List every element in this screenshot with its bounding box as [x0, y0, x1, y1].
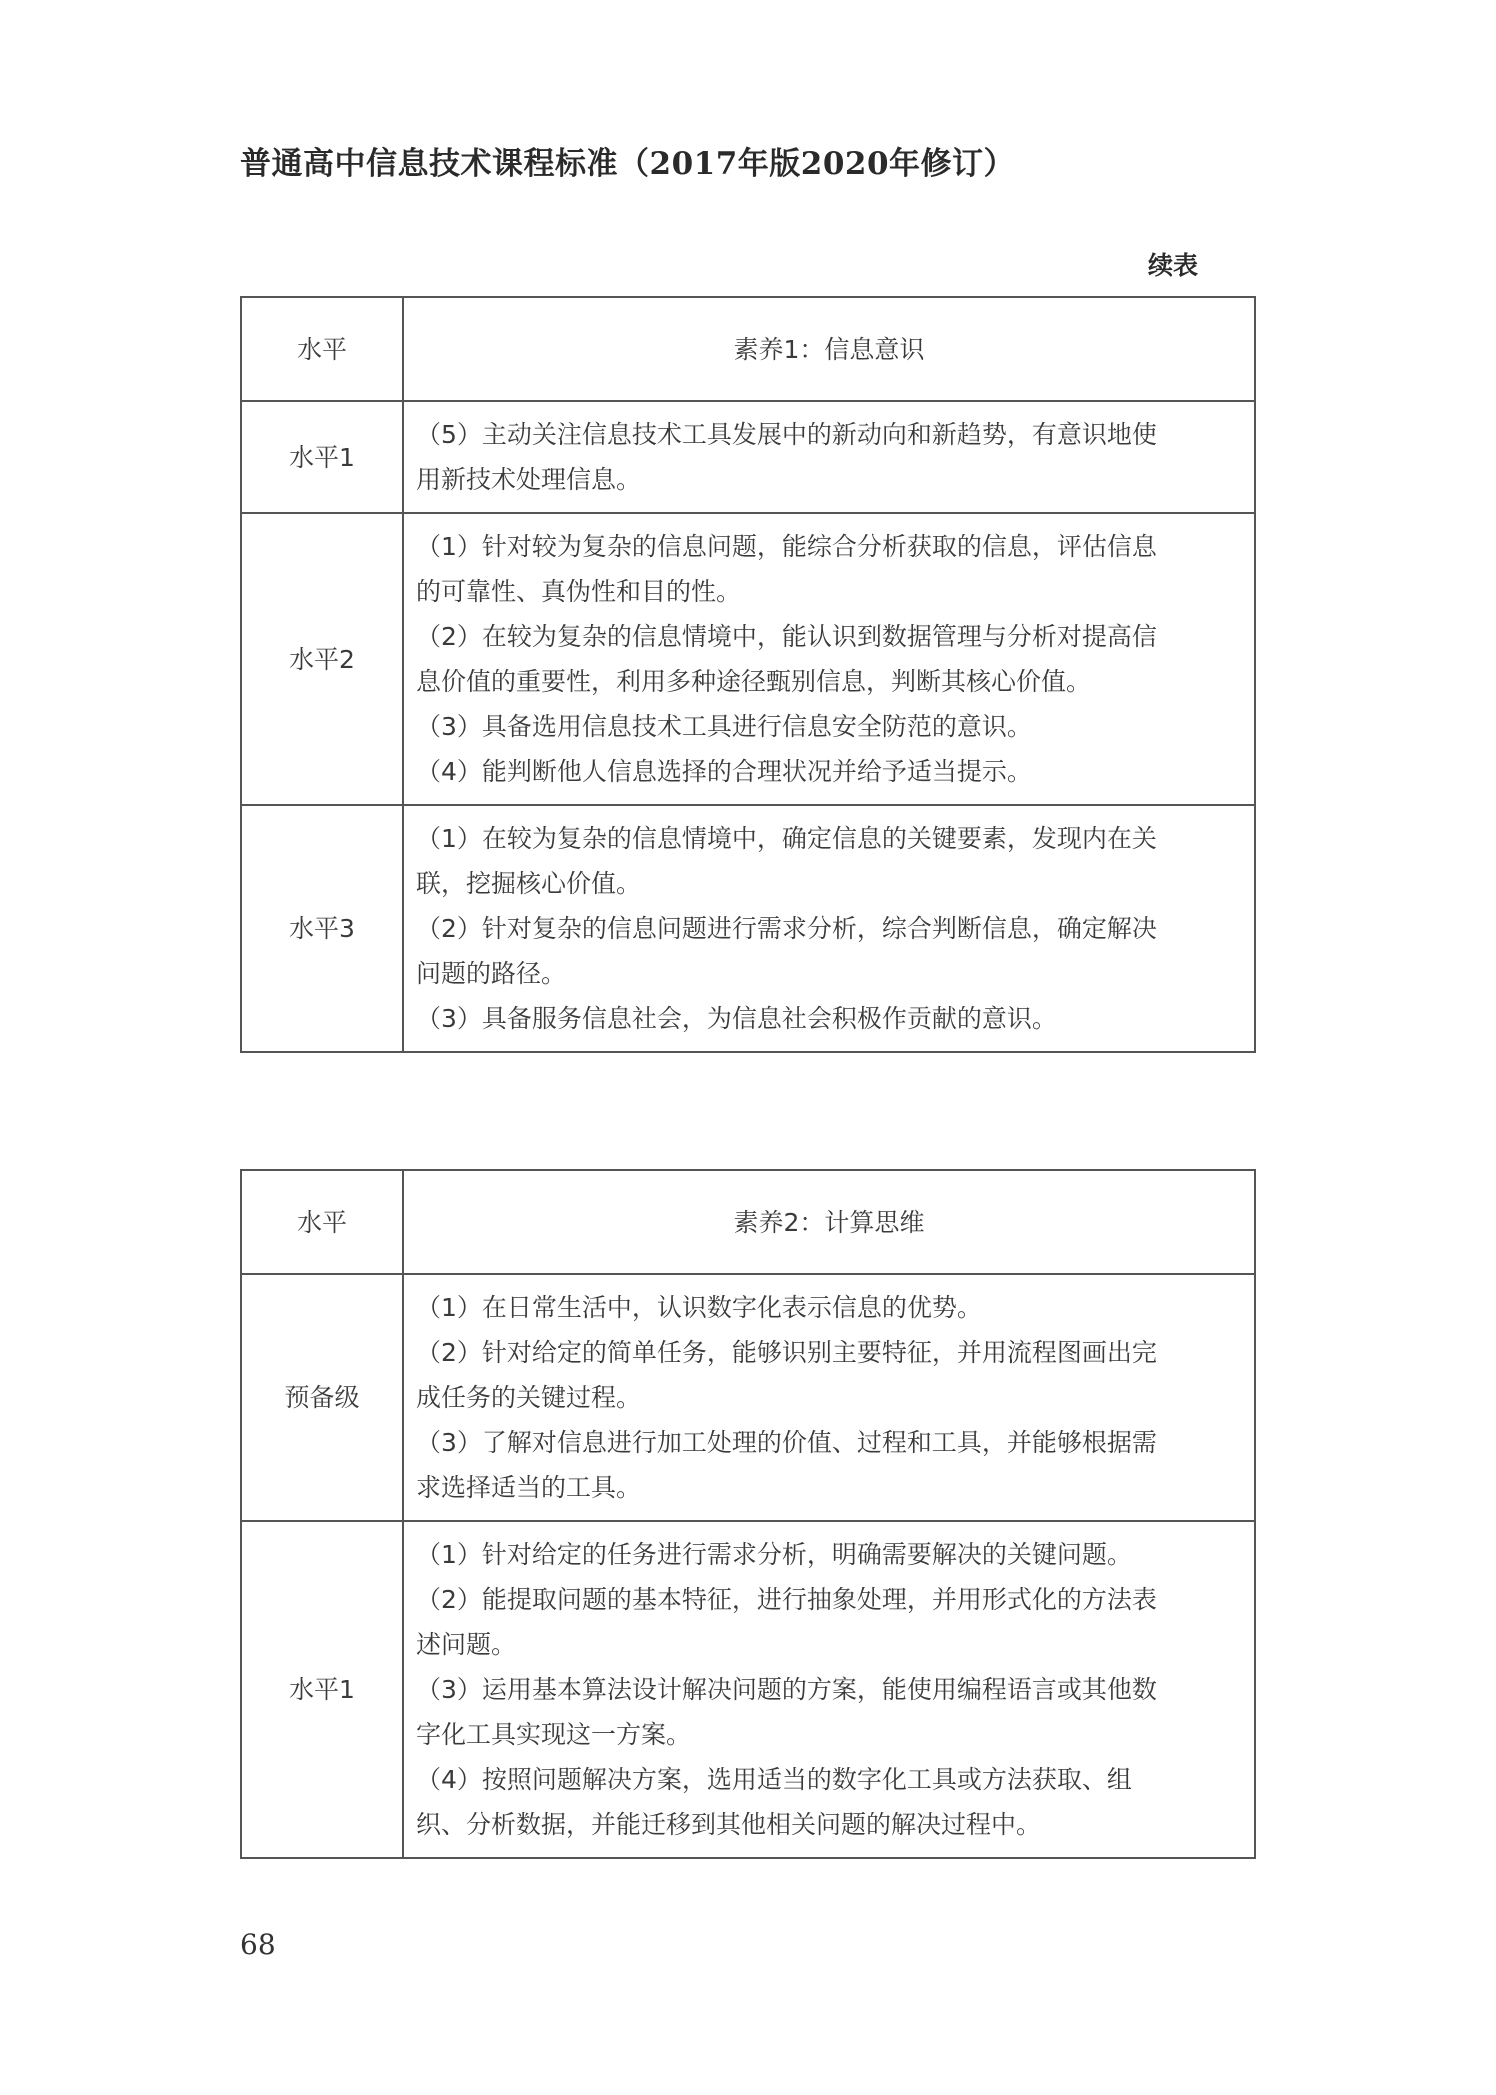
description-item	[416, 1420, 1244, 1510]
description-cell	[403, 513, 1255, 805]
description-cell	[403, 805, 1255, 1052]
description-line: 用新技术处理信息。	[416, 465, 642, 494]
level-column-header: 水平	[241, 1170, 403, 1274]
description-line: （1）针对较为复杂的信息问题，能综合分析获取的信息，评估信息	[416, 532, 1157, 561]
description-item	[416, 749, 1244, 794]
description-item	[416, 412, 1244, 502]
table-row	[241, 1274, 1255, 1521]
table-header-row	[241, 297, 1255, 401]
level-cell: 水平3	[241, 805, 403, 1052]
description-line: （3）具备服务信息社会，为信息社会积极作贡献的意识。	[416, 1004, 1057, 1033]
description-item	[416, 906, 1244, 996]
description-item	[416, 614, 1244, 704]
table-header-row	[241, 1170, 1255, 1274]
literacy-table-information-awareness	[240, 296, 1256, 1053]
level-cell: 水平2	[241, 513, 403, 805]
description-item	[416, 1577, 1244, 1667]
description-line: （2）针对复杂的信息问题进行需求分析，综合判断信息，确定解决	[416, 914, 1157, 943]
description-line: （1）在日常生活中，认识数字化表示信息的优势。	[416, 1293, 982, 1322]
level-cell: 预备级	[241, 1274, 403, 1521]
description-line: 联，挖掘核心价值。	[416, 869, 642, 898]
description-cell	[403, 1274, 1255, 1521]
description-line: 织、分析数据，并能迁移到其他相关问题的解决过程中。	[416, 1810, 1042, 1839]
page-number: 68	[240, 1928, 276, 1961]
description-line: 问题的路径。	[416, 959, 567, 988]
running-header-title: 普通高中信息技术课程标准（2017年版2020年修订）	[240, 146, 1016, 182]
description-line: （2）能提取问题的基本特征，进行抽象处理，并用形式化的方法表	[416, 1585, 1157, 1614]
description-line: 成任务的关键过程。	[416, 1383, 642, 1412]
description-item	[416, 1285, 1244, 1330]
description-line: 字化工具实现这一方案。	[416, 1720, 692, 1749]
description-item	[416, 1667, 1244, 1757]
description-line: 求选择适当的工具。	[416, 1473, 642, 1502]
description-line: （1）在较为复杂的信息情境中，确定信息的关键要素，发现内在关	[416, 824, 1157, 853]
description-line: 述问题。	[416, 1630, 517, 1659]
table-row	[241, 401, 1255, 513]
description-line: （3）具备选用信息技术工具进行信息安全防范的意识。	[416, 712, 1032, 741]
description-item	[416, 1757, 1244, 1847]
description-line: （1）针对给定的任务进行需求分析，明确需要解决的关键问题。	[416, 1540, 1132, 1569]
description-line: （3）运用基本算法设计解决问题的方案，能使用编程语言或其他数	[416, 1675, 1157, 1704]
description-line: （5）主动关注信息技术工具发展中的新动向和新趋势，有意识地使	[416, 420, 1157, 449]
description-item	[416, 996, 1244, 1041]
table-row	[241, 1521, 1255, 1858]
description-item	[416, 1532, 1244, 1577]
description-cell	[403, 401, 1255, 513]
table-row	[241, 513, 1255, 805]
description-cell	[403, 1521, 1255, 1858]
description-line: （2）在较为复杂的信息情境中，能认识到数据管理与分析对提高信	[416, 622, 1157, 651]
description-item	[416, 816, 1244, 906]
description-item	[416, 524, 1244, 614]
level-column-header: 水平	[241, 297, 403, 401]
description-line: 的可靠性、真伪性和目的性。	[416, 577, 742, 606]
table-row	[241, 805, 1255, 1052]
level-cell: 水平1	[241, 1521, 403, 1858]
description-line: 息价值的重要性，利用多种途径甄别信息，判断其核心价值。	[416, 667, 1092, 696]
description-line: （4）能判断他人信息选择的合理状况并给予适当提示。	[416, 757, 1032, 786]
description-line: （2）针对给定的简单任务，能够识别主要特征，并用流程图画出完	[416, 1338, 1157, 1367]
description-line: （4）按照问题解决方案，选用适当的数字化工具或方法获取、组	[416, 1765, 1132, 1794]
literacy-table-computational-thinking	[240, 1169, 1256, 1859]
literacy-column-header: 素养1：信息意识	[403, 297, 1255, 401]
description-item	[416, 1330, 1244, 1420]
literacy-column-header: 素养2：计算思维	[403, 1170, 1255, 1274]
description-item	[416, 704, 1244, 749]
continued-label: 续表	[1147, 251, 1198, 280]
description-line: （3）了解对信息进行加工处理的价值、过程和工具，并能够根据需	[416, 1428, 1157, 1457]
level-cell: 水平1	[241, 401, 403, 513]
